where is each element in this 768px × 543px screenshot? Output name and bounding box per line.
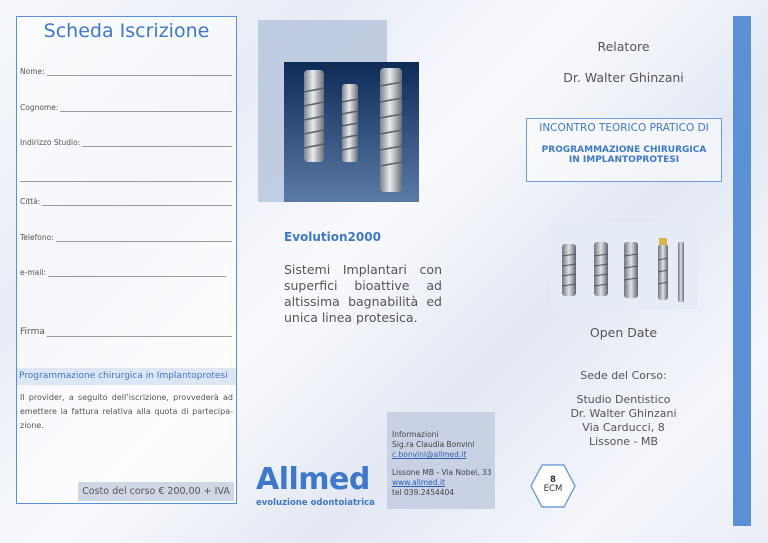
field-nome[interactable] [20,67,232,76]
course-title-line1: PROGRAMMAZIONE CHIRURGICA [541,145,707,155]
ecm-badge [530,464,576,508]
venue-line: Studio Dentistico [576,393,671,406]
info-address: Lissone MB - Via Nobel, 33 [392,468,492,477]
info-box [387,412,495,509]
product-title: Evolution2000 [284,230,381,244]
venue-line: Lissone - MB [588,435,659,448]
course-title [527,145,721,165]
info-phone: tel 039.2454404 [392,488,455,497]
field-email[interactable] [20,268,226,277]
info-email-link[interactable]: c.bonvini@allmed.it [392,450,467,459]
implants-photo [550,222,698,309]
cost-box: Costo del corso € 200,00 + IVA [78,482,234,501]
speaker-name: Dr. Walter Ghinzani [563,70,684,85]
field-extra-line[interactable] [20,181,232,182]
ecm-label: ECM [543,484,563,494]
field-firma[interactable] [20,327,232,337]
field-label: Telefono: [20,233,54,242]
field-citta[interactable] [20,197,232,206]
course-title-line2: IN IMPLANTOPROTESI [568,155,680,165]
field-cognome[interactable] [20,103,232,112]
venue-line: Via Carducci, 8 [582,421,665,434]
field-label: Indirizzo Studio: [20,138,81,147]
course-topic-bar: Programmazione chirurgica in Implantoprotesi [17,368,236,385]
registration-form [16,16,237,504]
field-label: e-mail: [20,268,46,277]
field-label: Città: [20,197,41,206]
decorative-strip [733,16,751,526]
venue-address [532,393,715,449]
speaker-label: Relatore [597,39,650,54]
course-type: INCONTRO TEORICO PRATICO DI [539,122,709,134]
info-contact: Sig.ra Claudia Bonvini [392,440,475,449]
brand-logo: Allmed [256,462,370,497]
ecm-value: 8 [550,475,556,485]
product-description: Sistemi Implantari con superfici bioattive ad altissima bagnabilità ed unica linea protesica. [284,262,442,325]
venue-line: Dr. Walter Ghinzani [570,407,677,420]
course-date: Open Date [589,325,658,340]
venue-label: Sede del Corso: [580,369,667,382]
info-label: Informazioni [392,430,439,439]
field-label: Firma [20,327,45,337]
field-label: Nome: [20,67,45,76]
provider-note: Il provider, a seguito dell’iscrizione, provvederà ad emettere la fattura relativa alla quota di partecipa-zione. [20,393,233,430]
brand-tagline: evoluzione odontoiatrica [256,498,375,508]
field-telefono[interactable] [20,233,232,242]
info-website-link[interactable]: www.allmed.it [392,478,445,487]
implant-photo [284,62,419,202]
field-label: Cognome: [20,103,59,112]
field-indirizzo[interactable] [20,138,232,147]
form-title: Scheda Iscrizione [43,20,210,42]
course-box [526,118,722,182]
